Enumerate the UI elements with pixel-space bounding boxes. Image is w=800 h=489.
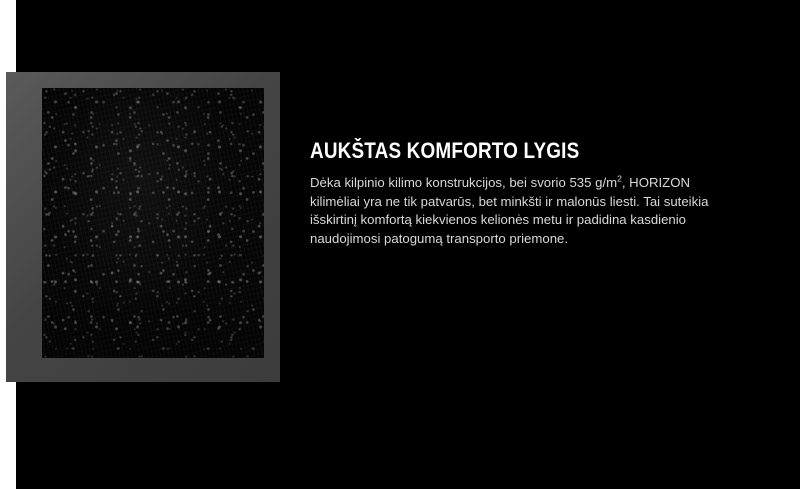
text-block — [310, 138, 730, 248]
carpet-texture-swatch — [42, 88, 264, 358]
page-title: AUKŠTAS KOMFORTO LYGIS — [310, 138, 580, 163]
body-text-part2: , HORIZON kilimėliai yra ne tik patvarūs, bet minkšti ir malonūs liesti. Tai suteikia išskirtinį komfortą kiekvienos kelionės metu ir padidina kasdienio naudojimosi patogumą transporto priemone. — [310, 175, 709, 246]
body-paragraph — [310, 174, 710, 248]
carpet-texture-vignette — [42, 88, 264, 358]
body-superscript: 2 — [617, 173, 622, 184]
body-text-part1: Dėka kilpinio kilimo konstrukcijos, bei svorio 535 g/m — [310, 175, 618, 190]
